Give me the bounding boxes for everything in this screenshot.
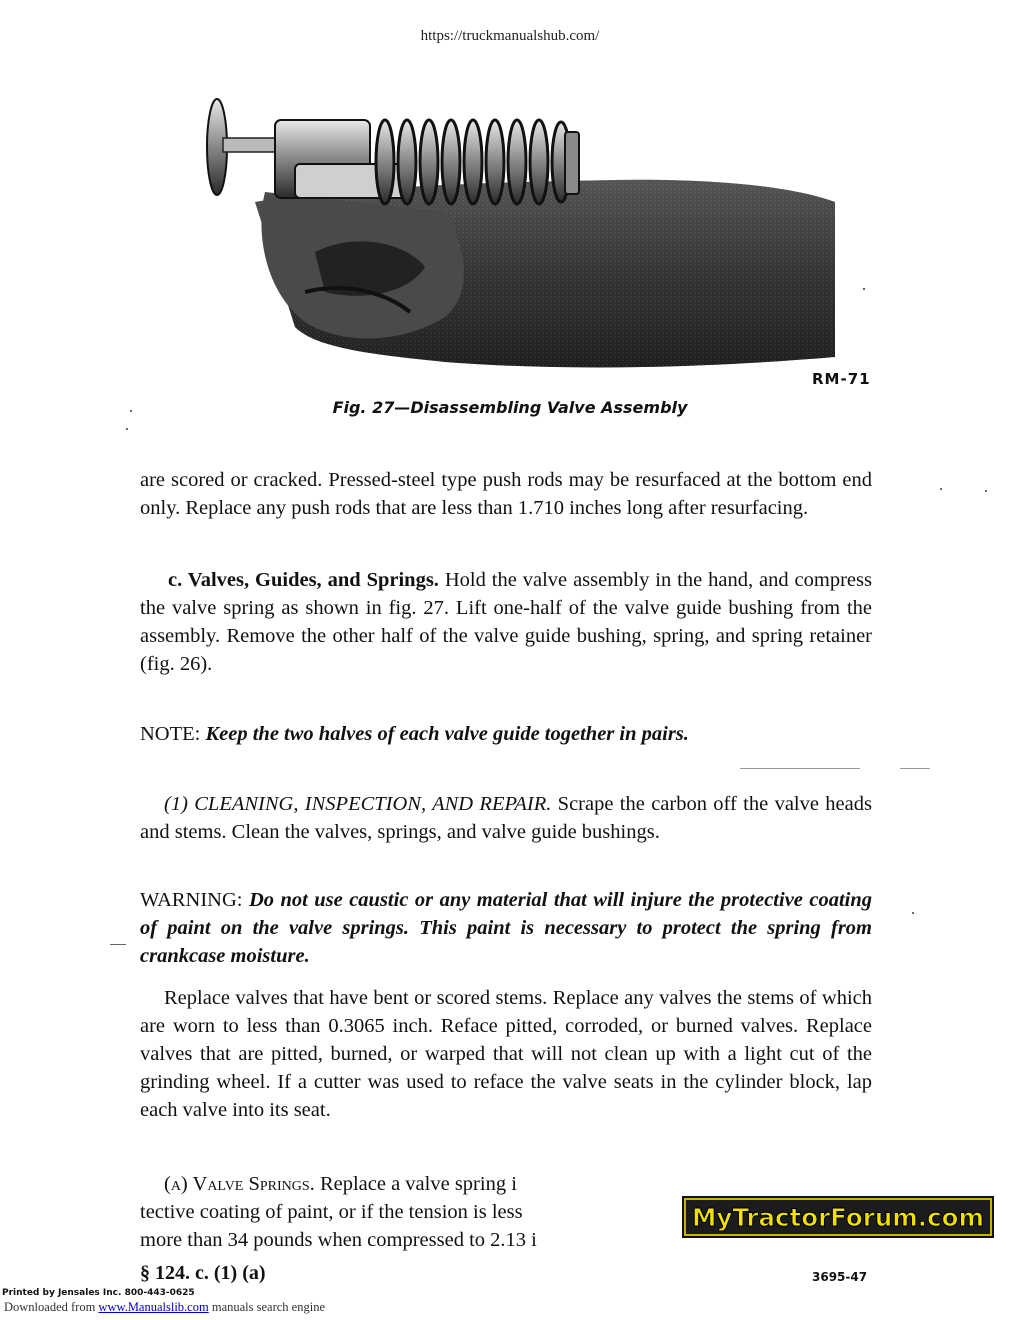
scan-speck [126, 428, 128, 430]
subsection-heading: (a) Valve Springs. [164, 1173, 315, 1195]
paragraph-text: Hold the valve assembly in the hand, and compress the valve spring as shown in fig. 27. Lift one-half of the valve guide bushing from the assembly. Remove the other half of the valve guide bushing, spring, and spring retainer (fig. 26). [140, 569, 872, 675]
paragraph-valves-guides-springs [140, 566, 872, 678]
warning-text: Do not use caustic or any material that will injure the protective coating of paint on the valve springs. This paint is necessary to protect the spring from crankcase moisture. [140, 889, 872, 967]
footer-prefix: Downloaded from [4, 1300, 99, 1314]
warning-label: WARNING: [140, 889, 243, 911]
paragraph-text: are scored or cracked. Pressed-steel type push rods may be resurfaced at the bottom end only. Replace any push rods that are less than 1.710 inches long after resurfacing. [140, 469, 872, 519]
printer-credit: Printed by Jensales Inc. 800-443-0625 [2, 1288, 195, 1298]
paragraph-valve-springs [140, 1170, 680, 1254]
note-text: Keep the two halves of each valve guide together in pairs. [200, 723, 689, 745]
paragraph-cleaning [140, 790, 872, 846]
scan-speck [900, 768, 930, 769]
valve-assembly-photo [195, 92, 845, 377]
scan-speck [940, 488, 942, 490]
scan-speck [740, 768, 860, 769]
section-heading: c. Valves, Guides, and Springs. [168, 569, 439, 591]
figure-caption: Fig. 27—Disassembling Valve Assembly [332, 398, 688, 417]
subsection-heading: (1) CLEANING, INSPECTION, AND REPAIR. [164, 793, 552, 815]
paragraph-line: tective coating of paint, or if the tension is less [140, 1201, 523, 1223]
manualslib-link[interactable]: www.Manualslib.com [98, 1300, 209, 1314]
logo-text: MyTractorForum.com [692, 1203, 984, 1232]
paragraph-line: more than 34 pounds when compressed to 2.13 i [140, 1229, 537, 1251]
paragraph-replace-valves [140, 984, 872, 1124]
page-code: 3695-47 [812, 1270, 868, 1284]
header-url: https://truckmanualshub.com/ [420, 28, 600, 44]
paragraph-text: Scrape the carbon off the valve heads and stems. Clean the valves, springs, and valve guide bushings. [140, 793, 872, 843]
scan-speck [985, 490, 987, 492]
download-footer [4, 1300, 325, 1315]
scan-speck [912, 912, 914, 914]
note-block [140, 720, 872, 748]
mytractorforum-logo [682, 1196, 994, 1238]
section-reference: § 124. c. (1) (a) [140, 1262, 266, 1284]
scan-speck [863, 288, 865, 290]
figure-tag: RM-71 [812, 370, 871, 388]
footer-suffix: manuals search engine [208, 1300, 325, 1314]
scan-speck [130, 410, 132, 412]
paragraph-text: Replace valves that have bent or scored stems. Replace any valves the stems of which are worn to less than 0.3065 inch. Reface pitted, corroded, or burned valves. Replace valves that are pitted, burned, or warped that will not clean up with a light cut of the grinding wheel. If a cutter was used to reface the valve seats in the cylinder block, lap each valve into its seat. [140, 987, 872, 1121]
note-label: NOTE: [140, 723, 201, 745]
warning-block [140, 886, 872, 970]
paragraph-line: Replace a valve spring i [314, 1173, 517, 1195]
paragraph-push-rods [140, 466, 872, 522]
scan-speck [110, 944, 126, 945]
